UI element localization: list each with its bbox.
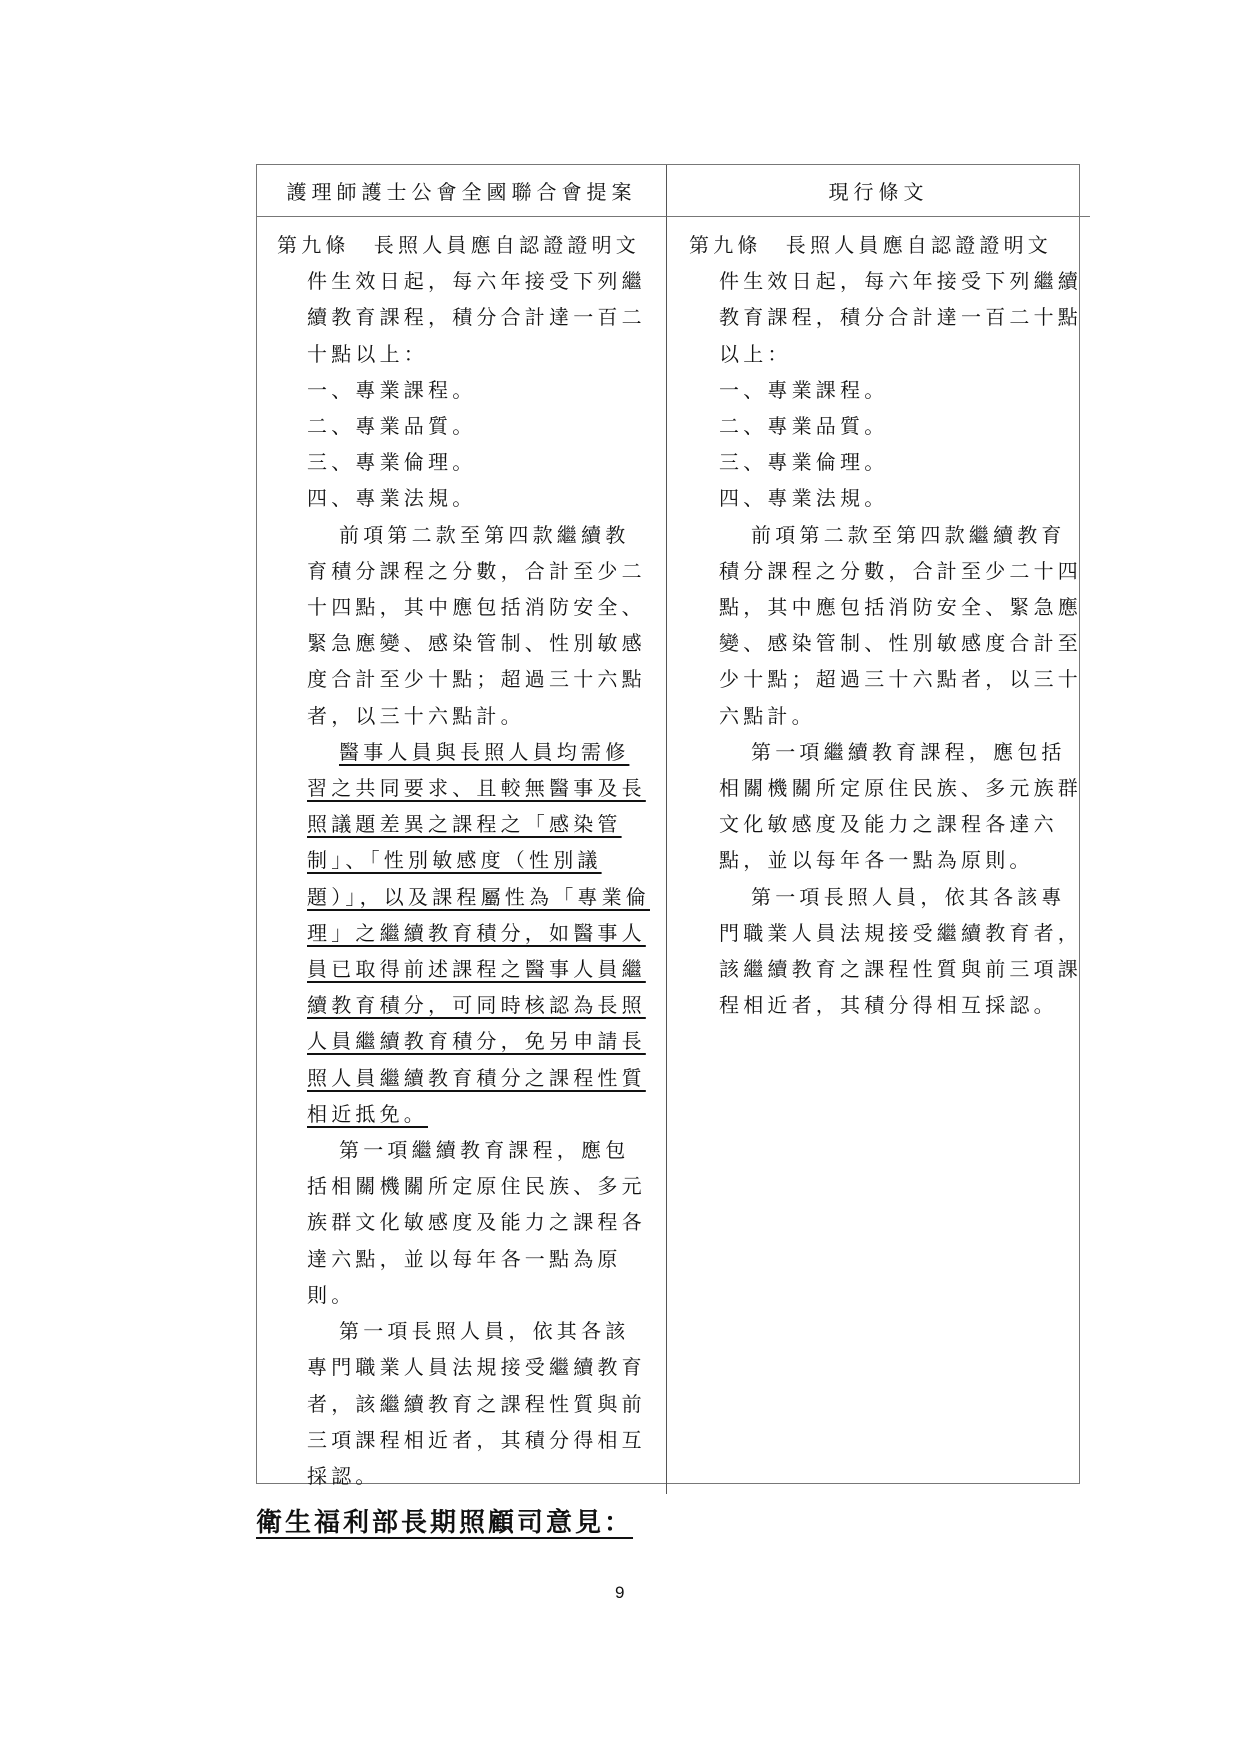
left-line: 育積分課程之分數，合計至少二 bbox=[307, 558, 646, 583]
left-line: 第一項繼續教育課程，應包 bbox=[339, 1138, 630, 1163]
left-line: 二、專業品質。 bbox=[307, 414, 477, 439]
left-line: 者，以三十六點計。 bbox=[307, 703, 525, 728]
left-line: 採認。 bbox=[307, 1463, 380, 1488]
underlined-amendment: 員已取得前述課程之醫事人員繼 bbox=[307, 957, 646, 982]
underlined-amendment: 理」之繼續教育積分，如醫事人 bbox=[307, 920, 646, 945]
left-line: 者，該繼續教育之課程性質與前 bbox=[307, 1391, 646, 1416]
left-line: 第一項長照人員，依其各該 bbox=[339, 1319, 630, 1344]
right-line: 程相近者，其積分得相互採認。 bbox=[719, 993, 1058, 1018]
left-line: 第九條 長照人員應自認證證明文 bbox=[277, 233, 640, 257]
left-line bbox=[277, 770, 656, 806]
underlined-amendment: 醫事人員與長照人員均需修 bbox=[339, 739, 630, 764]
right-line: 門職業人員法規接受繼續教育者， bbox=[719, 920, 1082, 945]
left-line bbox=[277, 1096, 656, 1132]
right-line: 二、專業品質。 bbox=[719, 414, 889, 439]
left-line: 一、專業課程。 bbox=[307, 377, 477, 402]
right-line: 一、專業課程。 bbox=[719, 377, 889, 402]
left-line: 括相關機關所定原住民族、多元 bbox=[307, 1174, 646, 1199]
left-line: 續教育課程，積分合計達一百二 bbox=[307, 305, 646, 330]
underlined-amendment: 制」、「性別敏感度（性別議 bbox=[307, 848, 602, 873]
right-line: 文化敏感度及能力之課程各達六 bbox=[719, 812, 1058, 837]
left-line: 度合計至少十點；超過三十六點 bbox=[307, 667, 646, 692]
left-line: 十四點，其中應包括消防安全、 bbox=[307, 595, 646, 620]
left-line: 達六點，並以每年各一點為原 bbox=[307, 1246, 622, 1271]
right-line: 件生效日起，每六年接受下列繼續 bbox=[719, 269, 1082, 294]
header-current-text: 現行條文 bbox=[667, 165, 1090, 217]
right-line: 相關機關所定原住民族、多元族群 bbox=[719, 776, 1082, 801]
right-line: 變、感染管制、性別敏感度合計至 bbox=[719, 631, 1082, 656]
left-line: 緊急應變、感染管制、性別敏感 bbox=[307, 631, 646, 656]
right-line: 第九條 長照人員應自認證證明文 bbox=[689, 233, 1052, 257]
right-line: 點，並以每年各一點為原則。 bbox=[719, 848, 1034, 873]
right-line: 以上： bbox=[719, 341, 792, 366]
underlined-amendment: 續教育積分，可同時核認為長照 bbox=[307, 993, 646, 1018]
header-proposal: 護理師護士公會全國聯合會提案 bbox=[257, 165, 667, 217]
right-line: 少十點；超過三十六點者，以三十 bbox=[719, 667, 1082, 692]
left-line: 族群文化敏感度及能力之課程各 bbox=[307, 1210, 646, 1235]
left-line: 四、專業法規。 bbox=[307, 486, 477, 511]
right-line: 四、專業法規。 bbox=[719, 486, 889, 511]
left-line: 專門職業人員法規接受繼續教育 bbox=[307, 1355, 646, 1380]
left-line bbox=[277, 734, 656, 770]
left-line: 件生效日起，每六年接受下列繼 bbox=[307, 269, 646, 294]
right-line: 六點計。 bbox=[719, 703, 816, 728]
right-line: 點，其中應包括消防安全、緊急應 bbox=[719, 595, 1082, 620]
underlined-amendment: 人員繼續教育積分，免另申請長 bbox=[307, 1029, 646, 1054]
underlined-amendment: 題）」，以及課程屬性為「專業倫 bbox=[307, 884, 650, 909]
left-line bbox=[277, 806, 656, 842]
left-line bbox=[277, 1023, 656, 1059]
comparison-table bbox=[256, 164, 1082, 1488]
right-line: 第一項長照人員，依其各該專 bbox=[751, 884, 1066, 909]
left-line bbox=[277, 951, 656, 987]
underlined-amendment: 照議題差異之課程之「感染管 bbox=[307, 812, 622, 837]
ministry-opinion-heading: 衛生福利部長期照顧司意見： bbox=[256, 1508, 634, 1538]
underlined-amendment: 習之共同要求、且較無醫事及長 bbox=[307, 776, 646, 801]
left-line: 前項第二款至第四款繼續教 bbox=[339, 522, 630, 547]
left-line: 三項課程相近者，其積分得相互 bbox=[307, 1427, 646, 1452]
right-line: 三、專業倫理。 bbox=[719, 450, 889, 475]
proposal-text-cell bbox=[257, 217, 667, 1494]
right-line: 第一項繼續教育課程，應包括 bbox=[751, 739, 1066, 764]
left-line bbox=[277, 915, 656, 951]
left-line bbox=[277, 842, 656, 878]
left-line bbox=[277, 987, 656, 1023]
left-line bbox=[277, 1060, 656, 1096]
underlined-amendment: 照人員繼續教育積分之課程性質 bbox=[307, 1065, 646, 1090]
left-line: 十點以上： bbox=[307, 341, 428, 366]
right-line: 該繼續教育之課程性質與前三項課 bbox=[719, 957, 1082, 982]
left-line bbox=[277, 879, 656, 915]
page-number: 9 bbox=[615, 1583, 625, 1602]
right-line: 前項第二款至第四款繼續教育 bbox=[751, 522, 1066, 547]
left-line: 三、專業倫理。 bbox=[307, 450, 477, 475]
current-text-cell bbox=[667, 217, 1090, 1494]
right-line: 積分課程之分數，合計至少二十四 bbox=[719, 558, 1082, 583]
right-line: 教育課程，積分合計達一百二十點 bbox=[719, 305, 1082, 330]
left-line: 則。 bbox=[307, 1282, 356, 1307]
underlined-amendment: 相近抵免。 bbox=[307, 1101, 428, 1126]
